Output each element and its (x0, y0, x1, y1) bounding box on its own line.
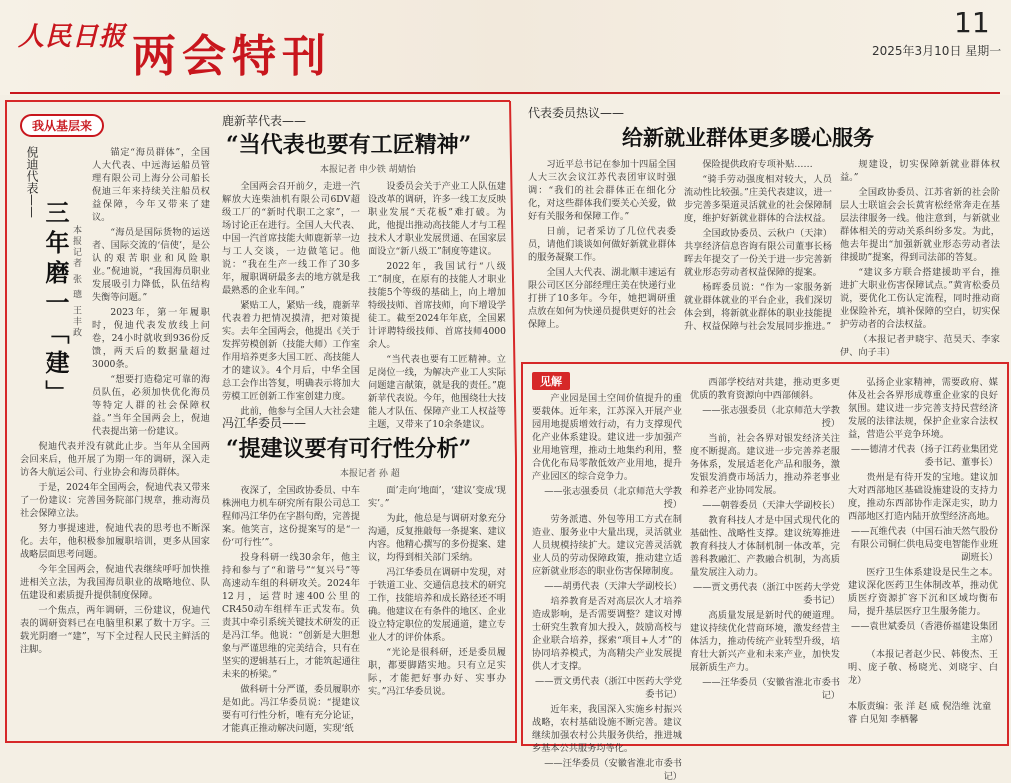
left-body-bottom (20, 440, 210, 740)
attribution: ——张志强委员（北京师范大学教授） (544, 486, 682, 510)
paragraph: 教育科技人才是中国式现代化的基础性、战略性支撑。建议统筹推进教育科技人才体制机制一体改革，完善科教融汇、产教融合机制，为高质量发展注入动力。 (690, 515, 840, 578)
paragraph: 倪迪代表并没有就此止步。当年从全国两会回来后，他开展了为期一年的调研，深入走访各大航运公司、行业协会和海员群体。 (20, 441, 210, 478)
middle-top-col-2 (368, 180, 506, 430)
middle-bottom-col-2 (368, 484, 506, 740)
middle-bottom-kicker: 冯江华委员—— (222, 416, 307, 430)
paragraph: 当前，社会各界对银发经济关注度不断提高。建议进一步完善养老服务体系，发展适老化产品和服务，激发银发消费市场活力，推动养老事业和养老产业协同发展。 (690, 433, 840, 496)
paragraph: 全国政协委员、江苏省新的社会阶层人士联谊会会长黄宵松经常奔走在基层法律服务一线。他注意到，与新就业群体相关的劳动关系纠纷多发。为此，他去年提出“加强新就业形态劳动者法律援助”提案，得到司法部的答复。 (840, 187, 1000, 263)
paragraph: “骑手劳动强度相对较大，人员流动性比较强。”庄美代表建议，进一步完善多渠道灵活就业的社会保障制度，维护好新就业群体的合法权益。 (684, 174, 832, 224)
paragraph: 投身科研一线30余年，他主持和参与了“和谐号”“复兴号”等高速动车组的科研攻关。2024年12月，运营时速400公里的CR450动车组样车正式发布。负责其中牵引系统关键技术研发的正是冯江华。他说：“创新是大胆想象与严谨思维的完美结合，只有在坚实的逻辑基石上，才能筑起通往未来的桥梁。” (222, 552, 360, 680)
paragraph: 设委员会关于产业工人队伍建设改革的调研，许多一线工友反映职业发展“天花板”难打破。为此，他提出推动高技能人才与工程技术人才职业发展贯通、在国家层面设立“新八级工”制度等建议。 (368, 181, 506, 257)
attribution: ——汪华委员（安徽省淮北市委书记） (702, 677, 840, 701)
paragraph: 高质量发展是新时代的硬道理。建议持续优化营商环境，激发经营主体活力，推动传统产业转型升级，培育壮大新兴产业和未来产业，加快发展新质生产力。 (690, 610, 840, 673)
middle-bottom-col-1 (222, 484, 360, 740)
middle-top-headline: “当代表也要有工匠精神” (226, 132, 472, 158)
paragraph: 劳务派遣、外包等用工方式在制造业、服务业中大量出现，灵活就业人员规模持续扩大。建议完善灵活就业人员的劳动保障政策，推动建立适应新就业形态的职业伤害保障制度。 (532, 514, 682, 577)
paragraph: 规建设，切实保障新就业群体权益。” (840, 159, 1000, 183)
attribution: ——胡勇代表（天津大学副校长） (544, 581, 682, 592)
newspaper-logo: 人民日报 (18, 22, 127, 52)
middle-top-kicker: 鹿新苹代表—— (222, 114, 307, 128)
paragraph: 保险提供政府专项补贴…… (702, 159, 813, 170)
date-line: 2025年3月10日 星期一 (872, 44, 1002, 58)
attribution: ——德清才代表（扬子江药业集团党委书记、董事长） (851, 444, 998, 468)
paragraph: “光论是很科研，还是委员履职，都要脚踏实地。只有立足实际，才能把好事办好、实事办实。”冯江华委员说。 (368, 647, 506, 697)
right-top-col-1 (528, 158, 676, 354)
middle-bottom-byline: 本报记者 孙 超 (340, 469, 400, 479)
paragraph: （本报记者赵少民、韩俊杰、王明、庞子敬、杨晓光、刘晓宇、白龙） (848, 649, 998, 686)
page-editors: 本版责编：张 洋 赵 威 倪浩维 沈童睿 白见知 李栖馨 (848, 701, 992, 725)
left-byline: 本报记者 张 璁 王丰政 (71, 225, 81, 339)
paragraph: 做科研十分严谨，委员履职亦是如此。冯江华委员说：“提建议要有可行性分析，唯有充分论证，才能真正推动解决问题，实现‘纸 (222, 684, 360, 734)
attribution: ——贾文勇代表（浙江中医药大学党委书记） (535, 676, 682, 700)
paragraph: 2023年，第一年履职时，倪迪代表发放线上问卷，24小时就收到936份反馈，两天后的数据量超过3000条。 (92, 307, 210, 370)
left-kicker: 倪迪代表—— (25, 146, 39, 218)
attribution: ——袁世斌委员（香港侨福建设集团主席） (851, 621, 998, 645)
paragraph: 近年来，我国深入实施乡村振兴战略，农村基础设施不断完善。建议继续加强农村公共服务供给，推进城乡基本公共服务均等化。 (532, 704, 682, 754)
paragraph: 全国两会召开前夕，走进一汽解放大连柴油机有限公司6DV超级工厂的“新时代职工之家”，一场讨论正在进行。全国人大代表、中国一汽首席技能大师鹿新苹一边与工人交谈，一边做笔记。他说：“我在生产一线工作了30多年，履职调研最多去的地方就是我最熟悉的企业车间。” (222, 181, 360, 296)
paragraph: “当代表也要有工匠精神。立足岗位一线，为解决产业工人实际问题建言献策，就是我的责任。”鹿新苹代表说。今年，他围绕壮大技能人才队伍、保障产业工人权益等主题，又带来了10余条建议。 (368, 354, 506, 430)
paragraph: 紧贴工人，紧贴一线，鹿新苹代表着力把情况摸清，把对策提实。去年全国两会，他提出《关于发挥劳模创新（技能大师）工作室作用培养更多大国工匠、高技能人才的建议》。4个月后，中华全国总工会作出答复，明确表示将加大劳模工匠创新工作室创建力度。 (222, 300, 360, 402)
paragraph: 贵州是有待开发的宝地。建议加大对西部地区基础设施建设的支持力度，推动东西部协作走深走实，助力西部地区打造内陆开放型经济高地。 (848, 472, 998, 522)
paragraph: 锚定“海员群体”，全国人大代表、中远海运船员管理有限公司上海分公司船长倪迪三年来持续关注船员权益保障，今年又带来了建议。 (92, 147, 210, 223)
paragraph: 培养教育是否对高层次人才培养造成影响，是否需要调整？建议对博士研究生教育加大投入，鼓励高校与企业联合培养，探索“项目+人才”的协同培养模式，为高精尖产业发展提供人才支撑。 (532, 596, 682, 672)
attribution: ——朝蓉委员（天津大学副校长） (702, 500, 840, 511)
page-number: 11 (954, 6, 990, 39)
attribution: ——张志强委员（北京师范大学教授） (702, 405, 840, 429)
section-title: 两会特刊 (132, 31, 332, 82)
jianjie-badge: 见解 (532, 372, 570, 390)
paragraph: 面’走向‘地面’，‘建议’变成‘现实’。” (368, 485, 506, 509)
paragraph: 努力事提速进，倪迪代表的思考也不断深化。去年，他积极参加履职培训，更多从国家战略层面思考问题。 (20, 523, 210, 560)
paragraph: 全国政协委员、云秋户（天津）共享经济信息咨询有限公司董事长杨晖去年提交了一份关于进一步完善新就业形态劳动者权益保障的提案。 (684, 228, 832, 278)
jianjie-col-2 (690, 376, 840, 736)
middle-top-byline: 本报记者 申少铁 胡婧怡 (320, 165, 416, 175)
attribution: ——贾文勇代表（浙江中医药大学党委书记） (693, 582, 840, 606)
paragraph: 全国人大代表、湖北顺丰速运有限公司区区分部经理庄美在快递行业打拼了10多年。今年，她把调研重点放在如何为快递员提供更好的社会保障上。 (528, 267, 676, 330)
column-badge: 我从基层来 (20, 114, 104, 137)
paragraph: 一个焦点，两年调研，三份建议，倪迪代表的调研资料已在电脑里积累了数十万字。三载光阴磨一“建”，写下全过程人民民主鲜活的注脚。 (20, 605, 210, 655)
jianjie-col-3 (848, 376, 998, 688)
paragraph: 弘扬企业家精神，需要政府、媒体及社会各界形成尊重企业家的良好氛围。建议进一步完善支持民营经济发展的法律法规，保护企业家合法权益，营造公平竞争环境。 (848, 377, 998, 440)
left-body-top (92, 146, 210, 446)
paragraph: 医疗卫生体系建设是民生之本。建议深化医药卫生体制改革，推动优质医疗资源扩容下沉和区域均衡布局，提升基层医疗卫生服务能力。 (848, 567, 998, 617)
right-top-col-3 (840, 158, 1000, 358)
paragraph: 习近平总书记在参加十四届全国人大三次会议江苏代表团审议时强调：“我们的社会群体正在细化分化，对这些群体我们要关心关爱，做好有关服务和保障工作。” (528, 159, 676, 222)
paragraph: “建议多方联合搭建援助平台，推进扩大职业伤害保障试点。”黄宵松委员说，要优化工伤认定流程，同时推动商业保险补充，填补保障的空白，切实保护劳动者的合法权益。 (840, 267, 1000, 330)
paragraph: （本报记者尹晓宇、范昊天、李家伊、向子丰） (840, 334, 1000, 358)
paragraph: 于是，2024年全国两会，倪迪代表又带来了一份建议：完善国务院部门规章，推动海员社会保障立法。 (20, 482, 210, 519)
right-top-col-2 (684, 158, 832, 354)
jianjie-col-1 (532, 392, 682, 782)
masthead-divider (10, 92, 1000, 94)
paragraph: 冯江华委员在调研中发现，对于铁道工业、交通信息技术的研究工作，技能培养和成长路径还不明确。他建议在有条件的地区、企业设立特定职位的发展通道，建立专业人才的评价体系。 (368, 567, 506, 643)
attribution: ——瓦维代表（中国石油天然气股份有限公司铜仁供电局变电智能作业班副班长） (851, 526, 998, 563)
paragraph: 为此，他总是与调研对象充分沟通，反复推敲每一条提案、建议内容。他精心撰写的多份提案、建议，均得到相关部门采纳。 (368, 513, 506, 563)
paragraph: “想要打造稳定可靠的海员队伍，必须加快优化海员等特定人群的社会保障权益。”当年全国两会上，倪迪代表提出第一份建议。 (92, 374, 210, 437)
paragraph: 夜深了，全国政协委员、中车株洲电力机车研究所有限公司总工程师冯江华仍在字斟句酌，完善提案。他笑言，这份提案写的是“一份‘可行性’”。 (222, 485, 360, 548)
paragraph: 今年全国两会，倪迪代表继续呼吁加快推进相关立法，为我国海员职业的战略地位、队伍建设和素质提升提供制度保障。 (20, 564, 210, 601)
right-top-headline: 给新就业群体更多暖心服务 (622, 125, 874, 150)
paragraph: 此前，他参与全国人大社会建 (240, 406, 360, 417)
right-top-kicker: 代表委员热议—— (528, 106, 625, 120)
paragraph: 西部学校结对共建，推动更多更优质的教育资源向中西部倾斜。 (690, 377, 840, 401)
left-headline: 三年磨一「建」 (41, 200, 70, 410)
paragraph: 日前，记者采访了几位代表委员，请他们谈谈如何做好新就业群体的服务凝聚工作。 (528, 226, 676, 263)
middle-top-col-1 (222, 180, 360, 417)
paragraph: 杨晖委员说：“作为一家服务新就业群体就业的平台企业，我们深切体会到，将新就业群体的职业技能提升、权益保障与社会发展同步推进。” (684, 282, 832, 332)
paragraph: 产业园是国土空间价值提升的重要载体。近年来，江苏深入开展产业园用地提质增效行动，有力支撑现代化产业体系建设。建议进一步加强产业用地管理，推动土地集约利用，整合优化布局零散低效产业用地，提升产业园区的综合竞争力。 (532, 393, 682, 482)
middle-bottom-headline: “提建议要有可行性分析” (226, 436, 472, 462)
paragraph: 2022年，我国试行“八级工”制度，在原有的技能人才职业技能5个等级的基础上，向上增加特级技师、首席技师，向下增设学徒工。截至2024年年底，全国累计评聘特级技师、首席技师4000余人。 (368, 261, 506, 350)
attribution: ——汪华委员（安徽省淮北市委书记） (544, 758, 682, 782)
paragraph: “海员是国际货物的运送者、国际交流的‘信使’，是公认的艰苦职业和风险职业。”倪迪说，“我国海员职业发展吸引力降低，队伍结构失衡等问题。” (92, 227, 210, 303)
